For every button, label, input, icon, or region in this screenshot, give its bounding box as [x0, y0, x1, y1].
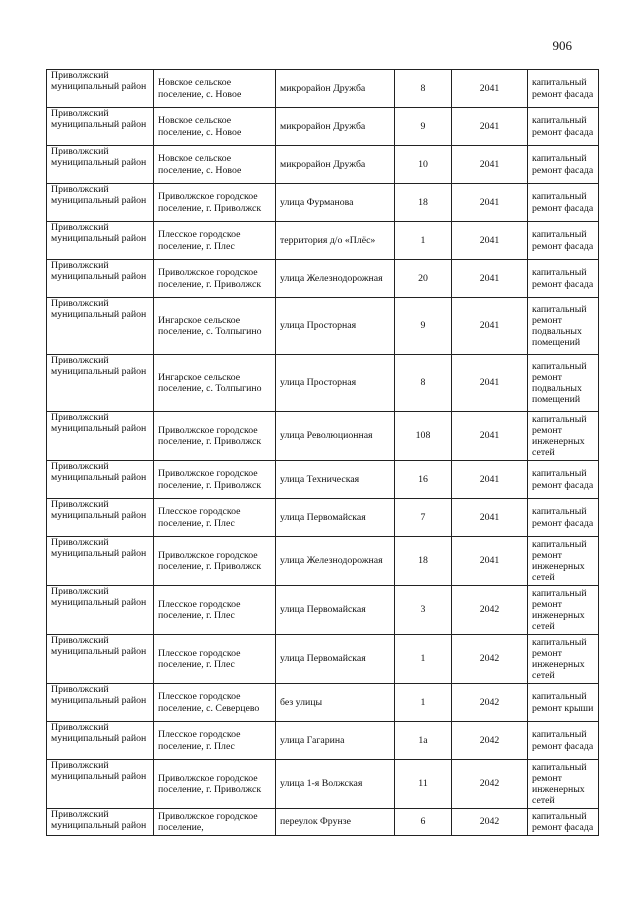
- year-cell: 2042: [452, 760, 528, 809]
- district-cell: Приволжский муниципальный район: [47, 108, 154, 146]
- year-cell: 2042: [452, 809, 528, 836]
- settlement-cell: Плесское городское поселение, г. Плес: [154, 635, 276, 684]
- settlement-cell: Новское сельское поселение, с. Новое: [154, 70, 276, 108]
- year-cell: 2041: [452, 537, 528, 586]
- year-cell: 2041: [452, 298, 528, 355]
- year-cell: 2041: [452, 461, 528, 499]
- work-type-cell: капитальный ремонт фасада: [528, 260, 599, 298]
- year-cell: 2041: [452, 108, 528, 146]
- work-type-cell: капитальный ремонт фасада: [528, 222, 599, 260]
- settlement-cell: Плесское городское поселение, г. Плес: [154, 222, 276, 260]
- work-type-cell: капитальный ремонт фасада: [528, 499, 599, 537]
- year-cell: 2041: [452, 70, 528, 108]
- year-cell: 2042: [452, 586, 528, 635]
- table-row: [47, 722, 599, 760]
- street-cell: улица Железнодорожная: [276, 537, 395, 586]
- street-cell: улица Первомайская: [276, 586, 395, 635]
- year-cell: 2041: [452, 499, 528, 537]
- district-cell: Приволжский муниципальный район: [47, 70, 154, 108]
- house-number-cell: 10: [395, 146, 452, 184]
- table-row: [47, 586, 599, 635]
- settlement-cell: Приволжское городское поселение, г. Приволжск: [154, 760, 276, 809]
- street-cell: улица Гагарина: [276, 722, 395, 760]
- settlement-cell: Новское сельское поселение, с. Новое: [154, 146, 276, 184]
- work-type-cell: капитальный ремонт фасада: [528, 722, 599, 760]
- table-row: [47, 146, 599, 184]
- year-cell: 2041: [452, 260, 528, 298]
- district-cell: Приволжский муниципальный район: [47, 760, 154, 809]
- house-number-cell: 18: [395, 537, 452, 586]
- settlement-cell: Плесское городское поселение, с. Северцево: [154, 684, 276, 722]
- table-row: [47, 184, 599, 222]
- district-cell: Приволжский муниципальный район: [47, 412, 154, 461]
- settlement-cell: Плесское городское поселение, г. Плес: [154, 722, 276, 760]
- table-row: [47, 260, 599, 298]
- settlement-cell: Приволжское городское поселение,: [154, 809, 276, 836]
- table-row: [47, 298, 599, 355]
- work-type-cell: капитальный ремонт инженерных сетей: [528, 537, 599, 586]
- table-row: [47, 108, 599, 146]
- year-cell: 2042: [452, 722, 528, 760]
- year-cell: 2041: [452, 412, 528, 461]
- street-cell: улица Просторная: [276, 298, 395, 355]
- house-number-cell: 3: [395, 586, 452, 635]
- work-type-cell: капитальный ремонт крыши: [528, 684, 599, 722]
- settlement-cell: Приволжское городское поселение, г. Приволжск: [154, 260, 276, 298]
- district-cell: Приволжский муниципальный район: [47, 684, 154, 722]
- street-cell: улица Просторная: [276, 355, 395, 412]
- street-cell: территория д/о «Плёс»: [276, 222, 395, 260]
- street-cell: переулок Фрунзе: [276, 809, 395, 836]
- street-cell: микрорайон Дружба: [276, 108, 395, 146]
- street-cell: без улицы: [276, 684, 395, 722]
- house-number-cell: 1: [395, 222, 452, 260]
- table-row: [47, 684, 599, 722]
- year-cell: 2042: [452, 684, 528, 722]
- settlement-cell: Ингарское сельское поселение, с. Толпыгино: [154, 355, 276, 412]
- house-number-cell: 9: [395, 298, 452, 355]
- settlement-cell: Приволжское городское поселение, г. Приволжск: [154, 537, 276, 586]
- work-type-cell: капитальный ремонт фасада: [528, 146, 599, 184]
- table-row: [47, 412, 599, 461]
- district-cell: Приволжский муниципальный район: [47, 298, 154, 355]
- street-cell: улица Революционная: [276, 412, 395, 461]
- district-cell: Приволжский муниципальный район: [47, 809, 154, 836]
- work-type-cell: капитальный ремонт инженерных сетей: [528, 586, 599, 635]
- district-cell: Приволжский муниципальный район: [47, 184, 154, 222]
- street-cell: улица Железнодорожная: [276, 260, 395, 298]
- work-type-cell: капитальный ремонт фасада: [528, 461, 599, 499]
- street-cell: микрорайон Дружба: [276, 146, 395, 184]
- table-row: [47, 809, 599, 836]
- table-row: [47, 760, 599, 809]
- district-cell: Приволжский муниципальный район: [47, 722, 154, 760]
- settlement-cell: Приволжское городское поселение, г. Приволжск: [154, 184, 276, 222]
- district-cell: Приволжский муниципальный район: [47, 499, 154, 537]
- street-cell: улица Фурманова: [276, 184, 395, 222]
- house-number-cell: 8: [395, 70, 452, 108]
- house-number-cell: 1: [395, 684, 452, 722]
- house-number-cell: 1а: [395, 722, 452, 760]
- house-number-cell: 6: [395, 809, 452, 836]
- year-cell: 2041: [452, 355, 528, 412]
- district-cell: Приволжский муниципальный район: [47, 461, 154, 499]
- table-row: [47, 461, 599, 499]
- settlement-cell: Приволжское городское поселение, г. Приволжск: [154, 412, 276, 461]
- work-type-cell: капитальный ремонт подвальных помещений: [528, 355, 599, 412]
- page-number: 906: [552, 38, 572, 53]
- work-type-cell: капитальный ремонт подвальных помещений: [528, 298, 599, 355]
- house-number-cell: 108: [395, 412, 452, 461]
- district-cell: Приволжский муниципальный район: [47, 146, 154, 184]
- table-row: [47, 70, 599, 108]
- year-cell: 2041: [452, 146, 528, 184]
- district-cell: Приволжский муниципальный район: [47, 260, 154, 298]
- house-number-cell: 20: [395, 260, 452, 298]
- table-row: [47, 499, 599, 537]
- house-number-cell: 11: [395, 760, 452, 809]
- work-type-cell: капитальный ремонт инженерных сетей: [528, 760, 599, 809]
- work-type-cell: капитальный ремонт фасада: [528, 70, 599, 108]
- settlement-cell: Новское сельское поселение, с. Новое: [154, 108, 276, 146]
- settlement-cell: Плесское городское поселение, г. Плес: [154, 499, 276, 537]
- table-row: [47, 222, 599, 260]
- table-row: [47, 355, 599, 412]
- settlement-cell: Плесское городское поселение, г. Плес: [154, 586, 276, 635]
- table-row: [47, 635, 599, 684]
- street-cell: улица 1-я Волжская: [276, 760, 395, 809]
- house-number-cell: 9: [395, 108, 452, 146]
- house-number-cell: 18: [395, 184, 452, 222]
- settlement-cell: Ингарское сельское поселение, с. Толпыгино: [154, 298, 276, 355]
- street-cell: улица Первомайская: [276, 635, 395, 684]
- year-cell: 2042: [452, 635, 528, 684]
- street-cell: улица Первомайская: [276, 499, 395, 537]
- district-cell: Приволжский муниципальный район: [47, 355, 154, 412]
- house-number-cell: 16: [395, 461, 452, 499]
- work-type-cell: капитальный ремонт инженерных сетей: [528, 635, 599, 684]
- house-number-cell: 1: [395, 635, 452, 684]
- work-type-cell: капитальный ремонт фасада: [528, 809, 599, 836]
- year-cell: 2041: [452, 184, 528, 222]
- street-cell: улица Техническая: [276, 461, 395, 499]
- district-cell: Приволжский муниципальный район: [47, 635, 154, 684]
- district-cell: Приволжский муниципальный район: [47, 586, 154, 635]
- house-number-cell: 7: [395, 499, 452, 537]
- district-cell: Приволжский муниципальный район: [47, 537, 154, 586]
- table-row: [47, 537, 599, 586]
- work-type-cell: капитальный ремонт инженерных сетей: [528, 412, 599, 461]
- house-number-cell: 8: [395, 355, 452, 412]
- year-cell: 2041: [452, 222, 528, 260]
- district-cell: Приволжский муниципальный район: [47, 222, 154, 260]
- capital-repair-table: [46, 69, 599, 836]
- work-type-cell: капитальный ремонт фасада: [528, 108, 599, 146]
- street-cell: микрорайон Дружба: [276, 70, 395, 108]
- settlement-cell: Приволжское городское поселение, г. Приволжск: [154, 461, 276, 499]
- work-type-cell: капитальный ремонт фасада: [528, 184, 599, 222]
